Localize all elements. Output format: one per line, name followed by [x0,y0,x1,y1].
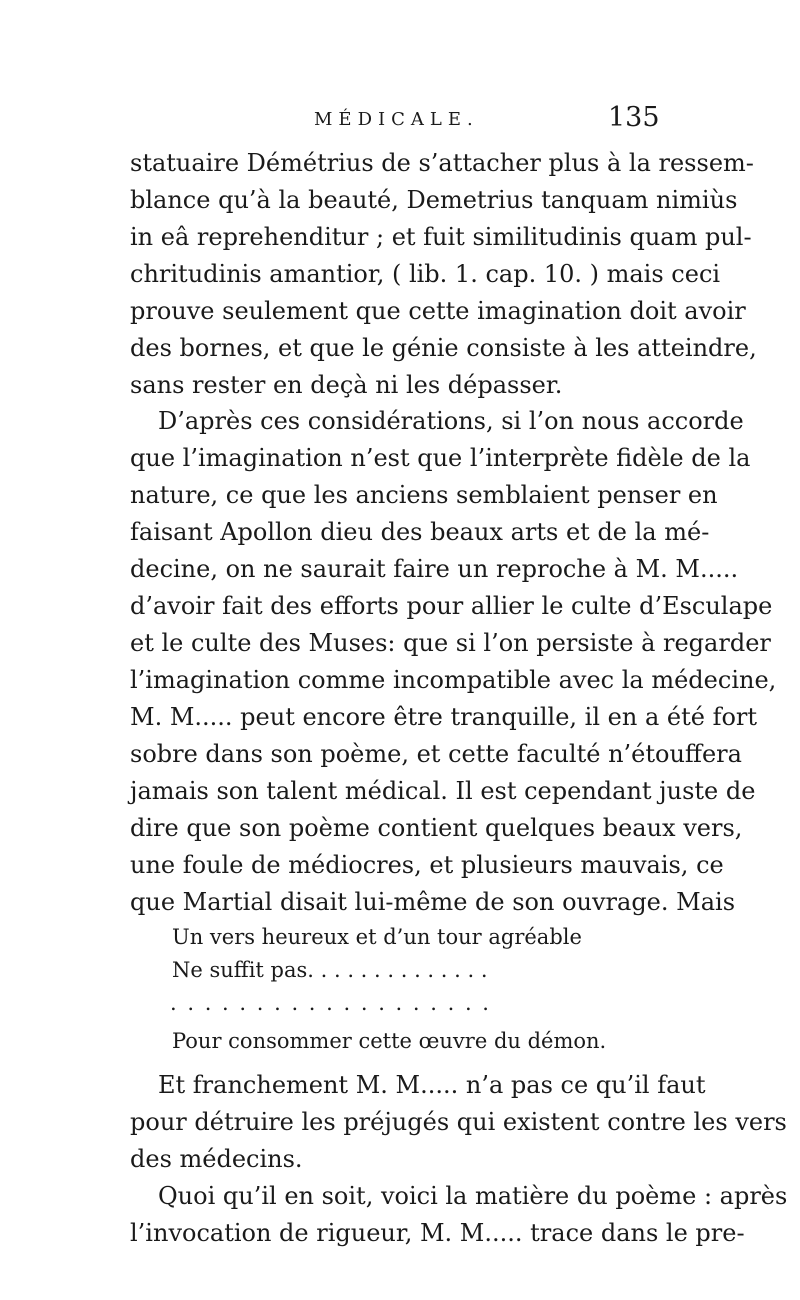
text-line: que l’imagination n’est que l’interprète fidèle de la [130,444,751,472]
text-line: et le culte des Muses: que si l’on persiste à regarder [130,629,771,657]
text-line: statuaire Démétrius de s’attacher plus à la ressem- [130,149,754,177]
text-line: des bornes, et que le génie consiste à les atteindre, [130,334,757,362]
text-line: Quoi qu’il en soit, voici la matière du poème : après [158,1182,788,1210]
verse-ellipsis-line: . . . . . . . . . . . . . . . . . . . [170,991,491,1015]
text-line: faisant Apollon dieu des beaux arts et de la mé- [130,518,710,546]
text-line: jamais son talent médical. Il est cependant juste de [130,777,756,805]
text-line: in eâ reprehenditur ; et fuit similitudinis quam pul- [130,223,752,251]
text-line: sobre dans son poème, et cette faculté n’étouffera [130,740,742,768]
text-line: Et franchement M. M..... n’a pas ce qu’il faut [158,1071,706,1099]
text-line: nature, ce que les anciens semblaient penser en [130,481,718,509]
running-title: MÉDICALE. [314,109,479,130]
text-line: D’après ces considérations, si l’on nous accorde [158,407,744,435]
verse-line: Pour consommer cette œuvre du démon. [172,1029,607,1053]
verse-line: Un vers heureux et d’un tour agréable [172,925,582,949]
text-line: dire que son poème contient quelques beaux vers, [130,814,743,842]
text-line: une foule de médiocres, et plusieurs mauvais, ce [130,851,724,879]
text-line: M. M..... peut encore être tranquille, il en a été fort [130,703,758,731]
text-line: l’imagination comme incompatible avec la médecine, [130,666,777,694]
text-line: prouve seulement que cette imagination doit avoir [130,297,746,325]
text-line: des médecins. [130,1145,303,1173]
page-number: 135 [608,102,660,133]
text-line: blance qu’à la beauté, Demetrius tanquam nimiùs [130,186,738,214]
text-line: sans rester en deçà ni les dépasser. [130,371,563,399]
text-line: pour détruire les préjugés qui existent contre les vers [130,1108,787,1136]
text-line: chritudinis amantior, ( lib. 1. cap. 10. ) mais ceci [130,260,721,288]
text-line: l’invocation de rigueur, M. M..... trace dans le pre- [130,1219,745,1247]
text-line: que Martial disait lui-même de son ouvrage. Mais [130,888,736,916]
text-line: decine, on ne saurait faire un reproche à M. M..... [130,555,739,583]
verse-line: Ne suffit pas. . . . . . . . . . . . . . [172,958,488,982]
text-line: d’avoir fait des efforts pour allier le culte d’Esculape [130,592,773,620]
